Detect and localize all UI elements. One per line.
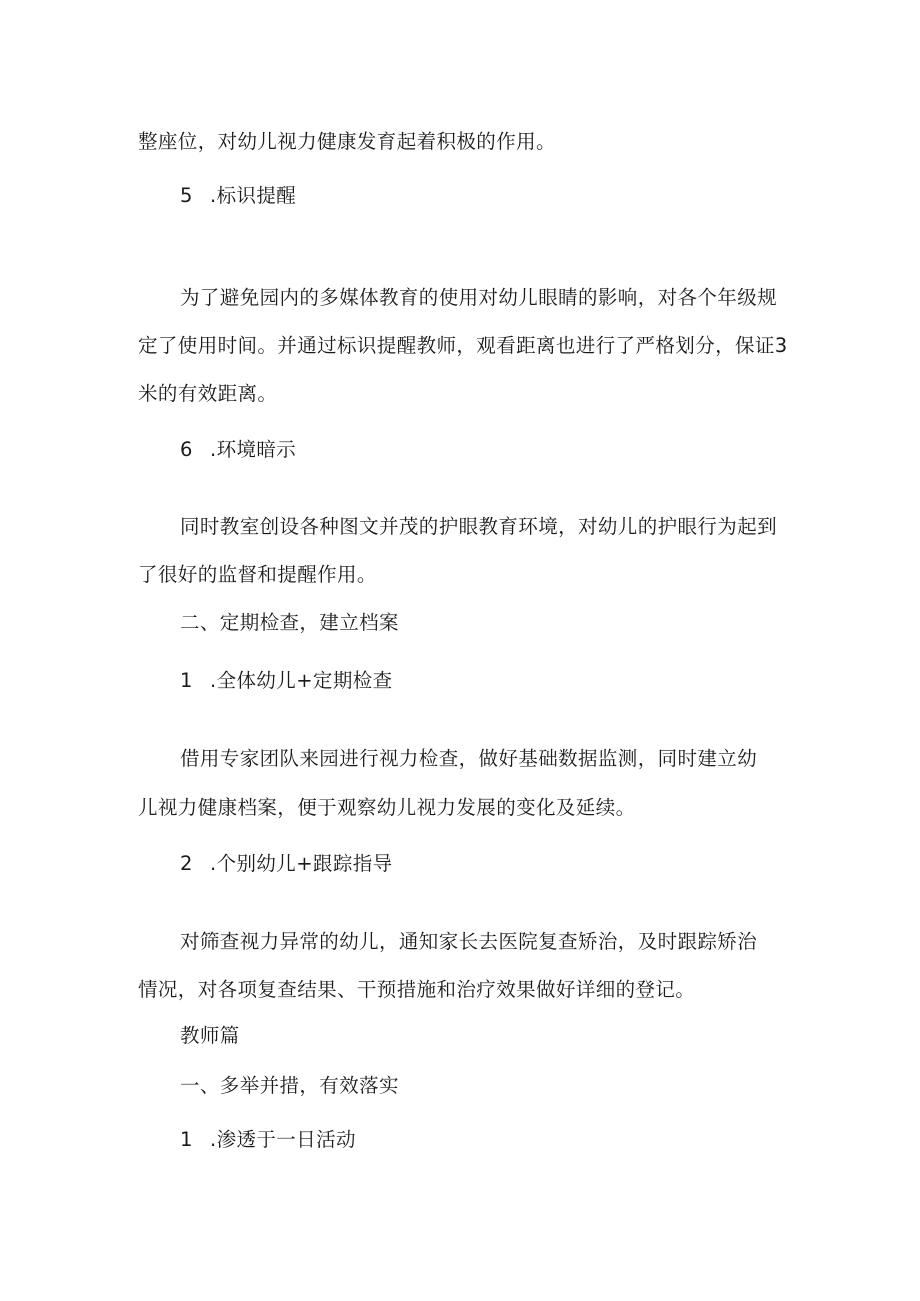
heading-text: .标识提醒	[210, 184, 297, 207]
heading-text: .环境暗示	[210, 438, 297, 461]
paragraph-line: 定了使用时间。并通过标识提醒教师，观看距离也进行了严格划分，保证3	[138, 334, 788, 357]
paragraph-line: 为了避免园内的多媒体教育的使用对幼儿眼睛的影响，对各个年级规	[180, 286, 778, 309]
section-heading-1b	[180, 1126, 356, 1154]
heading-number: 5	[180, 184, 193, 207]
heading-number: 2	[180, 852, 193, 875]
paragraph-line: 整座位，对幼儿视力健康发育起着积极的作用。	[138, 130, 556, 153]
heading-text: .全体幼儿+定期检查	[210, 669, 393, 692]
paragraph-line: 了很好的监督和提醒作用。	[138, 563, 377, 586]
paragraph-line: 情况，对各项复查结果、干预措施和治疗效果做好详细的登记。	[138, 978, 696, 1001]
heading-number: 1	[180, 669, 193, 692]
paragraph-line: 借用专家团队来园进行视力检查，做好基础数据监测，同时建立幼	[180, 747, 758, 770]
heading-number: 1	[180, 1128, 193, 1151]
heading-number: 6	[180, 438, 193, 461]
section-heading-5	[180, 182, 296, 210]
section-heading-1	[180, 667, 393, 695]
chapter-heading: 一、多举并措，有效落实	[180, 1074, 399, 1097]
section-heading-6	[180, 436, 296, 464]
chapter-heading: 二、定期检查，建立档案	[180, 611, 399, 634]
heading-text: .个别幼儿+跟踪指导	[210, 852, 393, 875]
heading-text: .渗透于一日活动	[210, 1128, 356, 1151]
paragraph-line: 对筛查视力异常的幼儿，通知家长去医院复查矫治，及时跟踪矫治	[180, 930, 758, 953]
part-heading: 教师篇	[180, 1024, 240, 1047]
section-heading-2	[180, 850, 393, 878]
paragraph-line: 儿视力健康档案，便于观察幼儿视力发展的变化及延续。	[138, 796, 636, 819]
paragraph-line: 米的有效距离。	[138, 382, 278, 405]
paragraph-line: 同时教室创设各种图文并茂的护眼教育环境，对幼儿的护眼行为起到	[180, 515, 778, 538]
